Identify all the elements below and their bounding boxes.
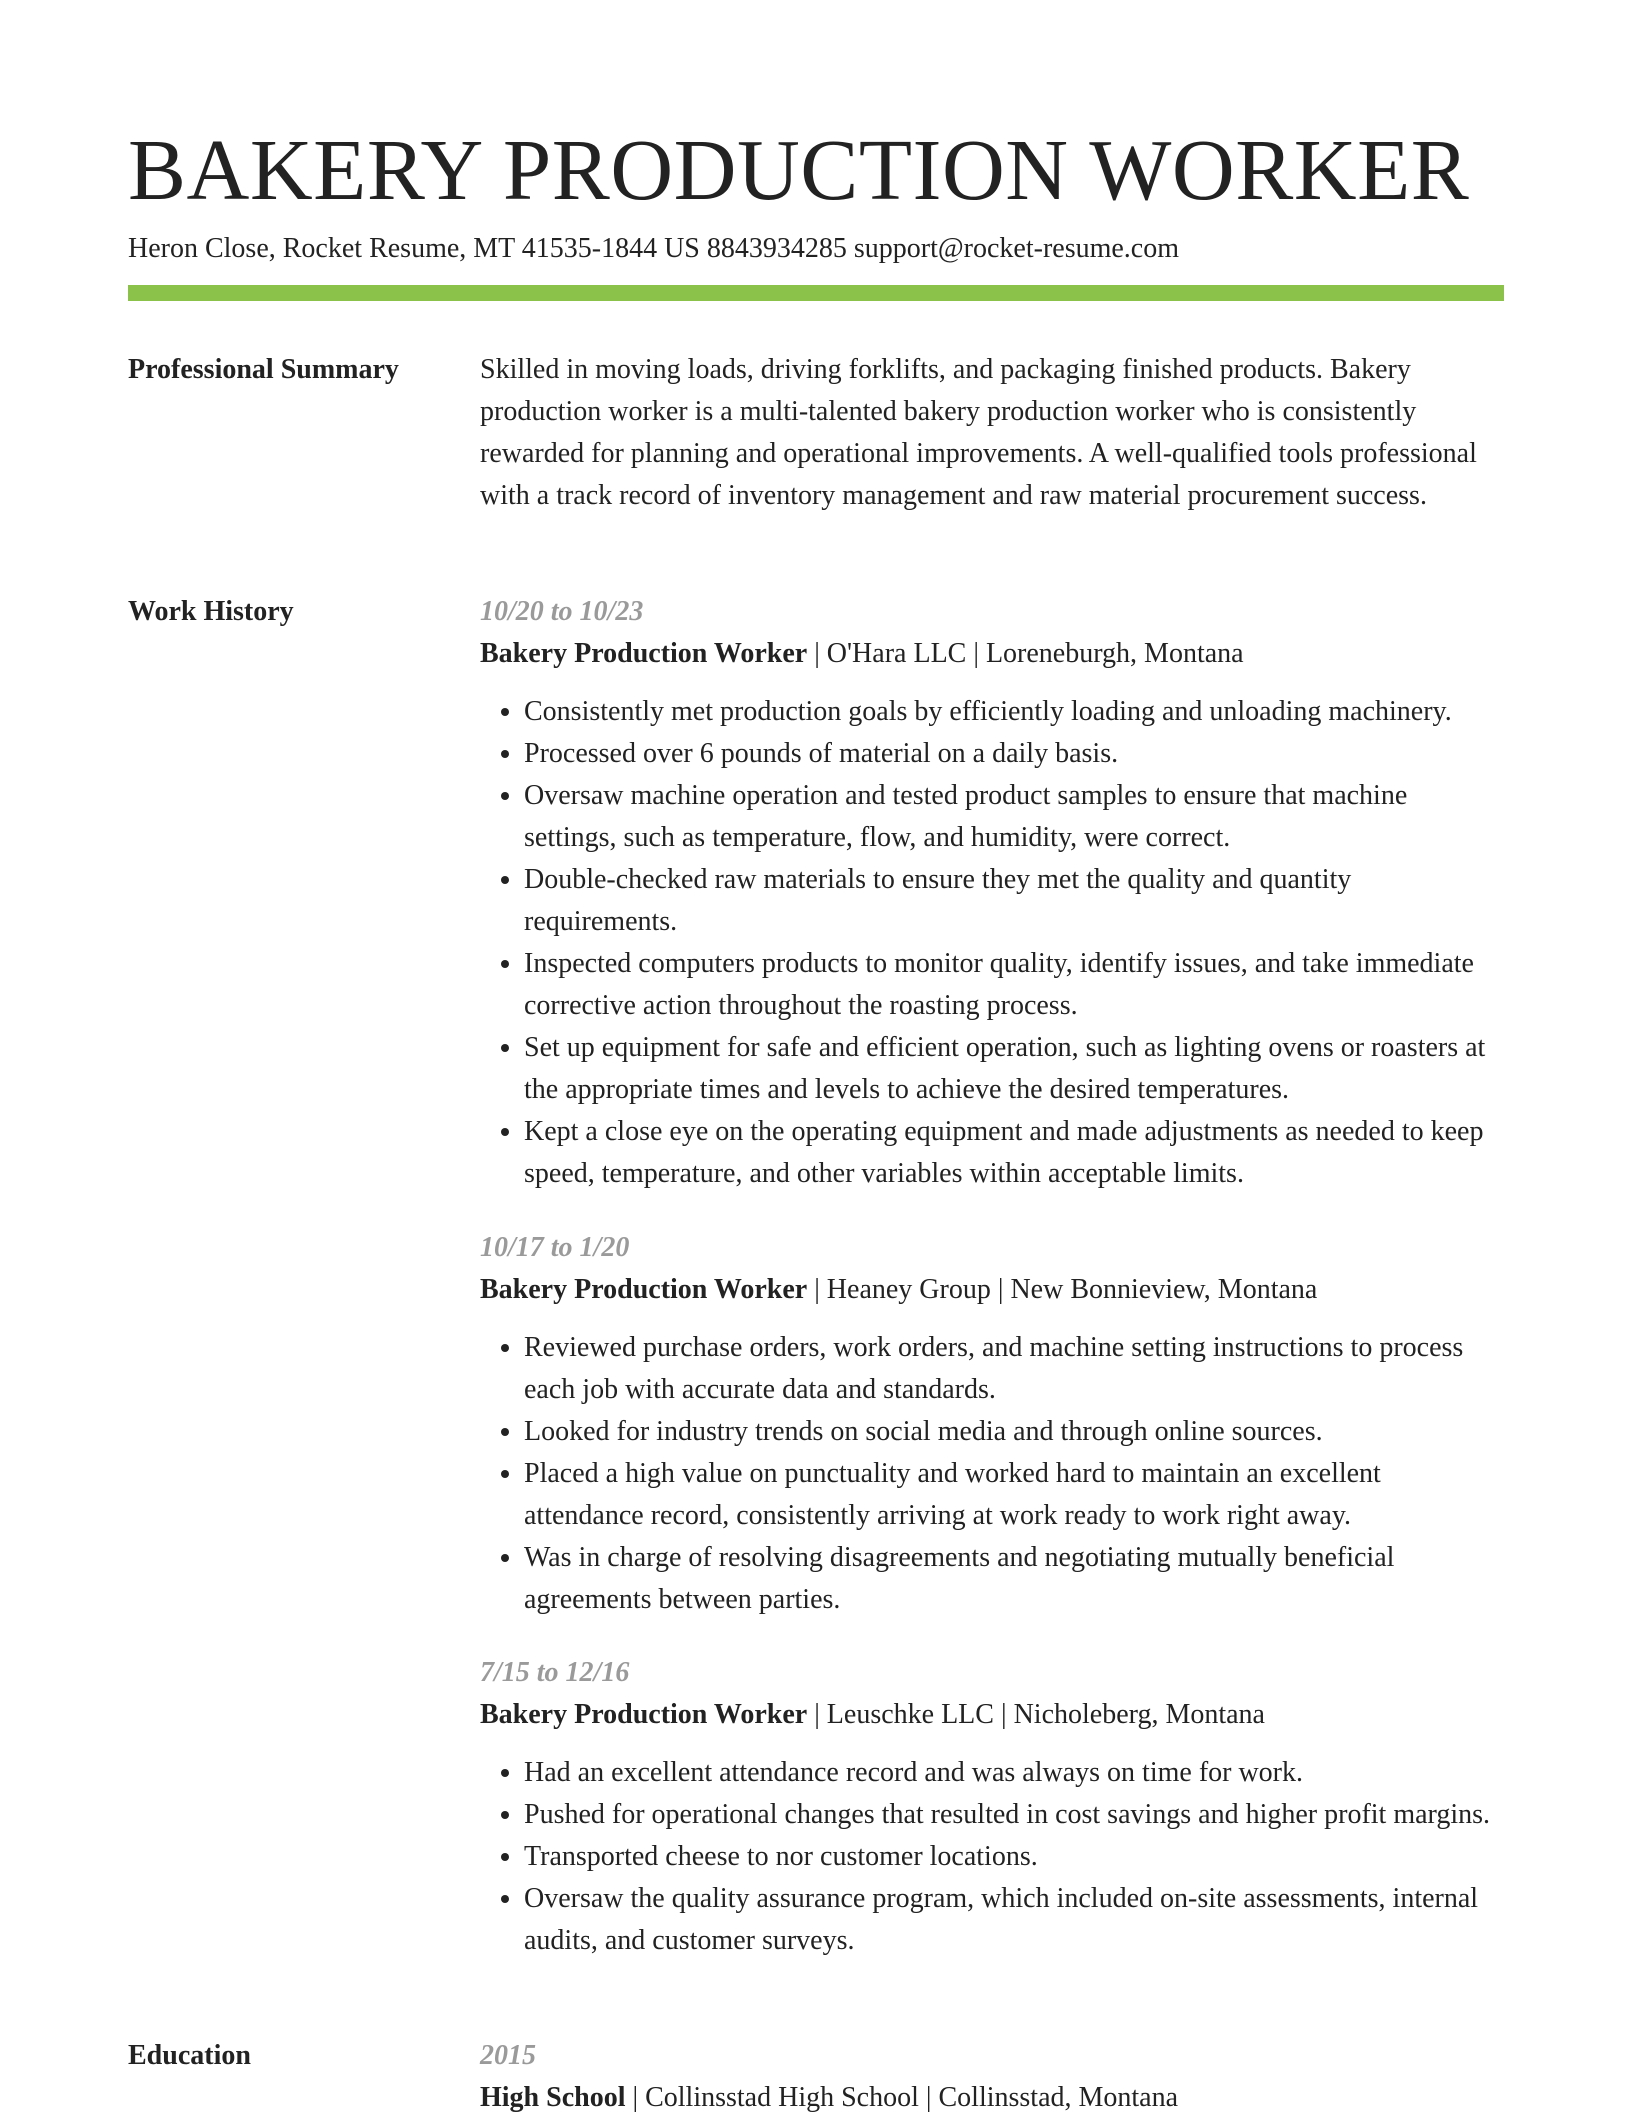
list-item: • Inspected computers products to monitor quality, identify issues, and take immediate corrective action throughout the roasting process.: [524, 943, 1504, 1027]
job-entry: [480, 1652, 1504, 1962]
job-title: Bakery Production Worker: [480, 1699, 808, 1730]
section-label-education: Education: [128, 2040, 251, 2071]
list-item: • Oversaw the quality assurance program, which included on-site assessments, internal audits, and customer surveys.: [524, 1878, 1504, 1962]
list-item: • Reviewed purchase orders, work orders, and machine setting instructions to process each job with accurate data and standards.: [524, 1327, 1504, 1411]
list-item: • Looked for industry trends on social media and through online sources.: [524, 1411, 1504, 1453]
job-heading: [480, 1269, 1504, 1311]
job-dates: 10/20 to 10/23: [480, 596, 644, 627]
list-item: • Pushed for operational changes that resulted in cost savings and higher profit margins.: [524, 1794, 1504, 1836]
list-item: • Transported cheese to nor customer locations.: [524, 1836, 1504, 1878]
education-year: 2015: [480, 2040, 536, 2071]
job-company-location: | Heaney Group | New Bonnieview, Montana: [807, 1274, 1318, 1305]
job-dates: 7/15 to 12/16: [480, 1657, 630, 1688]
list-item: • Kept a close eye on the operating equipment and made adjustments as needed to keep speed, temperature, and other variables within acceptable limits.: [524, 1111, 1504, 1195]
list-item: • Double-checked raw materials to ensure they met the quality and quantity requirements.: [524, 859, 1504, 943]
job-entry: [480, 591, 1504, 1195]
job-title: Bakery Production Worker: [480, 638, 808, 669]
job-title: Bakery Production Worker: [480, 1274, 808, 1305]
job-bullets: [480, 1752, 1504, 1962]
job-bullets: [480, 1327, 1504, 1621]
section-label-work-history: Work History: [128, 596, 294, 627]
resume-title: BAKERY PRODUCTION WORKER: [128, 121, 1470, 218]
list-item: • Oversaw machine operation and tested product samples to ensure that machine settings, such as temperature, flow, and humidity, were correct.: [524, 775, 1504, 859]
education-title: High School: [480, 2082, 626, 2113]
summary-section: [480, 349, 1504, 517]
summary-text: Skilled in moving loads, driving forklifts, and packaging finished products. Bakery production worker is a multi-talented bakery production worker who is consistently rewarded for planning and operational improvements. A well-qualified tools professional with a track record of inventory management and raw material procurement success.: [480, 354, 1477, 511]
section-label-summary: Professional Summary: [128, 354, 399, 385]
job-company-location: | O'Hara LLC | Loreneburgh, Montana: [807, 638, 1244, 669]
education-heading: [480, 2077, 1504, 2119]
accent-divider: [128, 285, 1504, 301]
job-company-location: | Leuschke LLC | Nicholeberg, Montana: [807, 1699, 1265, 1730]
job-heading: [480, 633, 1504, 675]
education-entry: [480, 2035, 1504, 2119]
job-bullets: [480, 691, 1504, 1195]
contact-info: Heron Close, Rocket Resume, MT 41535-1844 US 8843934285 support@rocket-resume.com: [128, 233, 1180, 264]
job-entry: [480, 1227, 1504, 1621]
list-item: • Was in charge of resolving disagreements and negotiating mutually beneficial agreements between parties.: [524, 1537, 1504, 1621]
list-item: • Consistently met production goals by efficiently loading and unloading machinery.: [524, 691, 1504, 733]
education-school-location: | Collinsstad High School | Collinsstad, Montana: [625, 2082, 1179, 2113]
list-item: • Placed a high value on punctuality and worked hard to maintain an excellent attendance record, consistently arriving at work ready to work right away.: [524, 1453, 1504, 1537]
job-dates: 10/17 to 1/20: [480, 1232, 630, 1263]
list-item: • Had an excellent attendance record and was always on time for work.: [524, 1752, 1504, 1794]
list-item: • Processed over 6 pounds of material on a daily basis.: [524, 733, 1504, 775]
list-item: • Set up equipment for safe and efficient operation, such as lighting ovens or roasters at the appropriate times and levels to achieve the desired temperatures.: [524, 1027, 1504, 1111]
job-heading: [480, 1694, 1504, 1736]
